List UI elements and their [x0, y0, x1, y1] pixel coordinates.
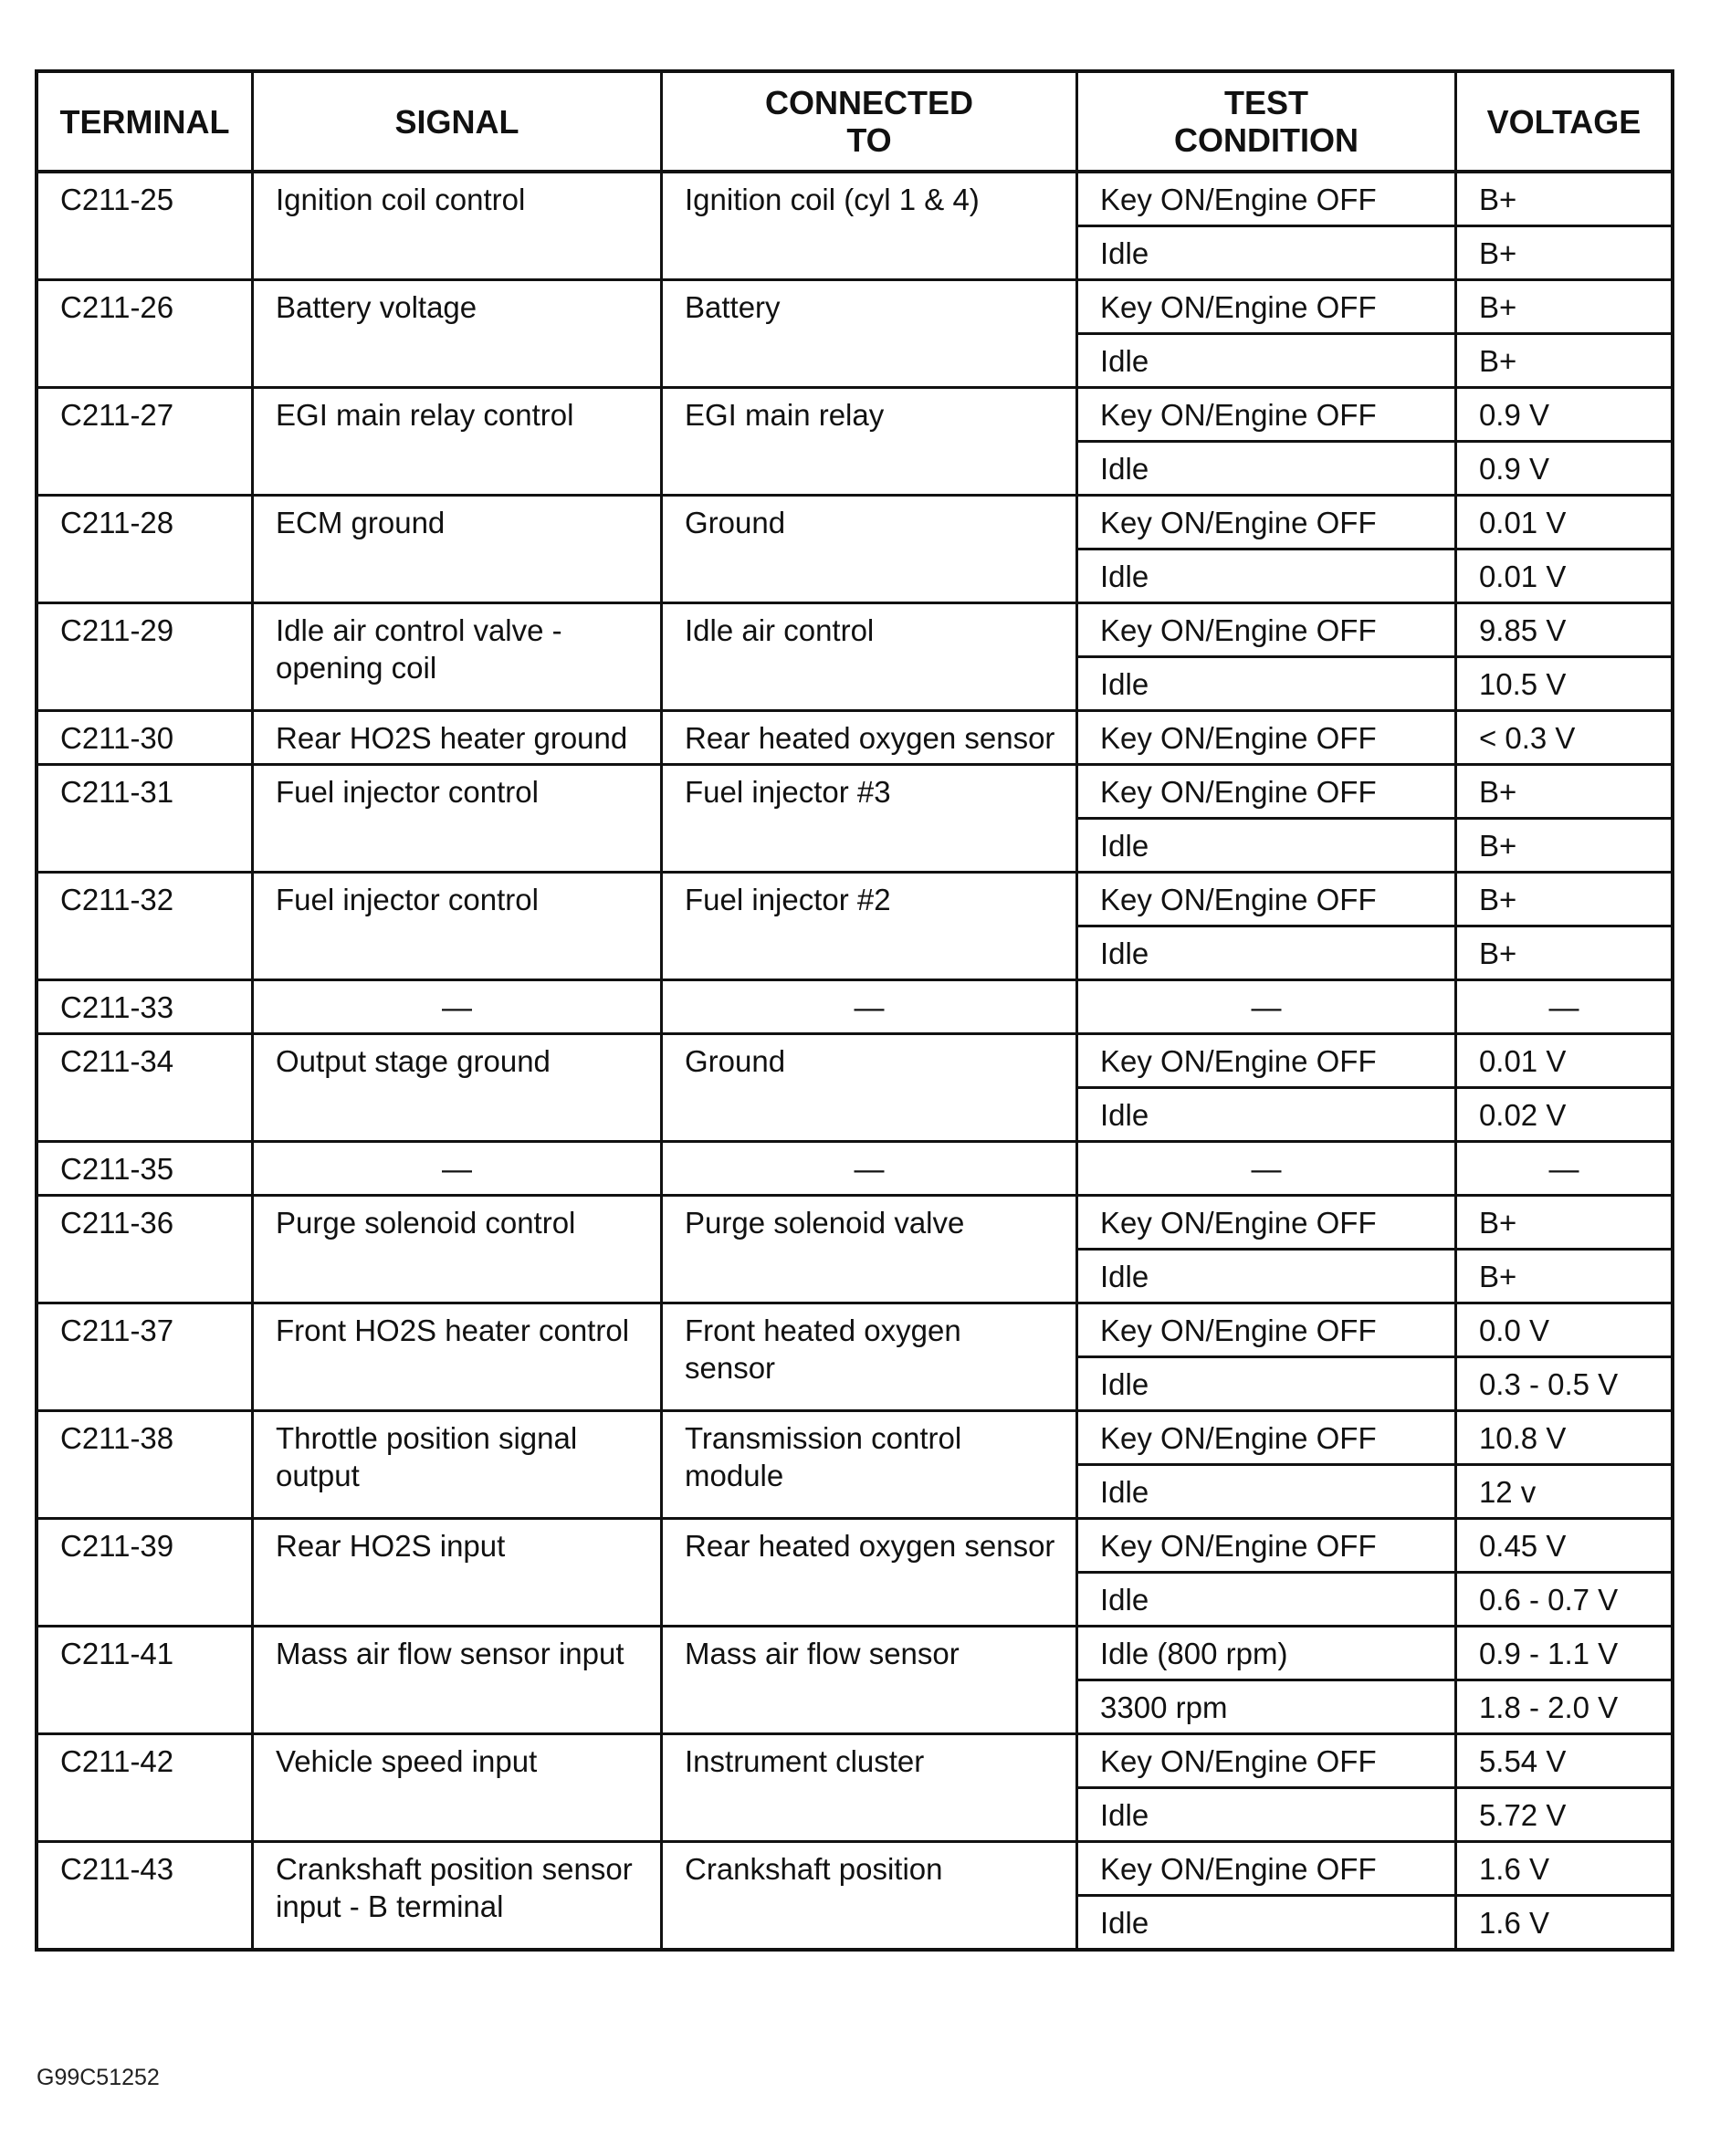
table-row	[37, 1303, 1673, 1357]
voltage-cell-text: 0.6 - 0.7 V	[1478, 1583, 1619, 1617]
voltage-cell-text: 0.3 - 0.5 V	[1478, 1367, 1619, 1401]
test-condition-cell-text: —	[1251, 1151, 1282, 1186]
test-condition-cell	[1077, 765, 1456, 819]
terminal-cell-text: C211-43	[60, 1852, 174, 1886]
test-condition-cell	[1077, 1034, 1456, 1088]
voltage-cell	[1455, 496, 1673, 549]
test-condition-cell-text: Key ON/Engine OFF	[1100, 1852, 1377, 1886]
terminal-cell-text: C211-29	[60, 613, 174, 647]
test-condition-cell	[1077, 1250, 1456, 1303]
table-row	[37, 1196, 1673, 1250]
signal-cell	[253, 496, 662, 603]
test-condition-cell	[1077, 1465, 1456, 1519]
voltage-cell	[1455, 873, 1673, 926]
voltage-cell-text: 10.5 V	[1478, 667, 1567, 701]
voltage-cell	[1455, 1196, 1673, 1250]
signal-cell-line: Mass air flow sensor input	[276, 1637, 624, 1670]
terminal-cell	[37, 980, 253, 1034]
signal-cell	[253, 1842, 662, 1951]
signal-cell	[253, 603, 662, 711]
test-condition-cell	[1077, 388, 1456, 442]
voltage-cell	[1455, 657, 1673, 711]
test-condition-cell-text: Key ON/Engine OFF	[1100, 1421, 1377, 1455]
connected-to-cell	[662, 765, 1077, 873]
test-condition-cell-text: Idle	[1100, 1906, 1149, 1940]
signal-cell	[253, 1519, 662, 1627]
test-condition-cell-text: Key ON/Engine OFF	[1100, 883, 1377, 916]
test-condition-cell	[1077, 226, 1456, 280]
voltage-cell	[1455, 1357, 1673, 1411]
signal-cell	[253, 1627, 662, 1734]
test-condition-cell-text: 3300 rpm	[1100, 1690, 1228, 1724]
test-condition-cell	[1077, 1142, 1456, 1196]
terminal-cell-text: C211-35	[60, 1152, 174, 1186]
connected-to-cell	[662, 496, 1077, 603]
test-condition-cell	[1077, 1411, 1456, 1465]
table-row	[37, 1411, 1673, 1465]
voltage-cell	[1455, 1303, 1673, 1357]
terminal-cell-text: C211-31	[60, 775, 174, 809]
terminal-cell	[37, 873, 253, 980]
connected-to-cell	[662, 280, 1077, 388]
voltage-cell-text: 0.01 V	[1478, 1044, 1567, 1078]
connected-to-cell	[662, 873, 1077, 980]
connected-to-cell	[662, 1519, 1077, 1627]
table-row	[37, 1142, 1673, 1196]
terminal-cell-text: C211-34	[60, 1044, 174, 1078]
test-condition-cell	[1077, 1303, 1456, 1357]
signal-cell	[253, 711, 662, 765]
terminal-cell	[37, 172, 253, 280]
connected-to-cell-line: Idle air control	[685, 613, 875, 647]
connected-to-cell-line: Crankshaft position	[685, 1852, 943, 1886]
signal-cell	[253, 1142, 662, 1196]
test-condition-cell	[1077, 549, 1456, 603]
test-condition-cell	[1077, 1357, 1456, 1411]
voltage-cell-text: 0.9 V	[1478, 452, 1549, 486]
voltage-cell-text: 9.85 V	[1478, 613, 1567, 647]
test-condition-cell	[1077, 603, 1456, 657]
connected-to-cell-line: sensor	[685, 1351, 776, 1385]
connected-to-cell	[662, 1842, 1077, 1951]
voltage-cell	[1455, 1896, 1673, 1951]
terminal-cell	[37, 765, 253, 873]
connected-to-cell-line: Transmission control	[685, 1421, 962, 1455]
terminal-cell-text: C211-39	[60, 1529, 174, 1563]
header-terminal: TERMINAL	[37, 71, 253, 172]
signal-cell	[253, 1034, 662, 1142]
signal-cell-line: Throttle position signal	[276, 1421, 578, 1455]
connected-to-cell-line: EGI main relay	[685, 398, 885, 432]
connected-to-cell	[662, 172, 1077, 280]
header-connected-to: CONNECTED TO	[662, 71, 1077, 172]
voltage-cell	[1455, 334, 1673, 388]
voltage-cell	[1455, 1465, 1673, 1519]
voltage-cell-text: —	[1548, 989, 1579, 1024]
connected-to-cell	[662, 388, 1077, 496]
voltage-cell-text: 1.6 V	[1478, 1906, 1549, 1940]
voltage-cell	[1455, 1411, 1673, 1465]
test-condition-cell-text: Key ON/Engine OFF	[1100, 775, 1377, 809]
figure-code: G99C51252	[37, 2065, 160, 2090]
voltage-cell-text: B+	[1478, 183, 1517, 216]
test-condition-cell-text: Idle	[1100, 937, 1149, 970]
terminal-cell-text: C211-25	[60, 183, 174, 216]
signal-cell-line: Output stage ground	[276, 1044, 551, 1078]
voltage-cell-text: 0.9 V	[1478, 398, 1549, 432]
signal-cell-line: —	[442, 1151, 472, 1186]
test-condition-cell-text: Key ON/Engine OFF	[1100, 290, 1377, 324]
table-row	[37, 1842, 1673, 1896]
terminal-cell	[37, 280, 253, 388]
test-condition-cell-text: Idle	[1100, 560, 1149, 593]
voltage-cell	[1455, 388, 1673, 442]
voltage-cell-text: B+	[1478, 937, 1517, 970]
header-test-condition: TEST CONDITION	[1077, 71, 1456, 172]
test-condition-cell-text: Idle	[1100, 1098, 1149, 1132]
terminal-cell	[37, 496, 253, 603]
test-condition-cell	[1077, 926, 1456, 980]
voltage-cell-text: —	[1548, 1151, 1579, 1186]
terminal-cell	[37, 1519, 253, 1627]
voltage-cell-text: 0.02 V	[1478, 1098, 1567, 1132]
terminal-cell-text: C211-28	[60, 506, 174, 539]
voltage-cell-text: 5.54 V	[1478, 1744, 1567, 1778]
test-condition-cell-text: Key ON/Engine OFF	[1100, 613, 1377, 647]
terminal-cell-text: C211-41	[60, 1637, 174, 1670]
voltage-cell-text: B+	[1478, 236, 1517, 270]
signal-cell	[253, 1303, 662, 1411]
voltage-cell-text: 12 v	[1478, 1475, 1537, 1509]
test-condition-cell	[1077, 1680, 1456, 1734]
connected-to-cell	[662, 1627, 1077, 1734]
test-condition-cell-text: Key ON/Engine OFF	[1100, 1744, 1377, 1778]
test-condition-cell-text: Key ON/Engine OFF	[1100, 1206, 1377, 1240]
connected-to-cell	[662, 1196, 1077, 1303]
voltage-cell	[1455, 1842, 1673, 1896]
connected-to-cell	[662, 1303, 1077, 1411]
terminal-cell-text: C211-33	[60, 990, 174, 1024]
voltage-cell-text: 0.01 V	[1478, 560, 1567, 593]
test-condition-cell	[1077, 1627, 1456, 1680]
test-condition-cell-text: Key ON/Engine OFF	[1100, 721, 1377, 755]
voltage-cell	[1455, 1680, 1673, 1734]
signal-cell-line: Front HO2S heater control	[276, 1313, 630, 1347]
signal-cell-line: Ignition coil control	[276, 183, 526, 216]
voltage-cell-text: 0.9 - 1.1 V	[1478, 1637, 1619, 1670]
table-row	[37, 1627, 1673, 1680]
test-condition-cell	[1077, 980, 1456, 1034]
voltage-cell	[1455, 1734, 1673, 1788]
voltage-cell	[1455, 1142, 1673, 1196]
test-condition-cell-text: —	[1251, 989, 1282, 1024]
table-row	[37, 873, 1673, 926]
table-body	[37, 172, 1673, 1950]
table-header-row	[37, 71, 1673, 172]
terminal-voltage-table	[35, 69, 1674, 1952]
connected-to-cell-line: —	[854, 1151, 885, 1186]
terminal-cell-text: C211-27	[60, 398, 174, 432]
terminal-cell	[37, 1627, 253, 1734]
connected-to-cell	[662, 603, 1077, 711]
test-condition-cell-text: Idle	[1100, 1475, 1149, 1509]
signal-cell	[253, 765, 662, 873]
test-condition-cell-text: Key ON/Engine OFF	[1100, 1313, 1377, 1347]
connected-to-cell-line: Battery	[685, 290, 781, 324]
signal-cell-line: Fuel injector control	[276, 883, 539, 916]
connected-to-cell-line: —	[854, 989, 885, 1024]
voltage-cell	[1455, 711, 1673, 765]
test-condition-cell-text: Idle	[1100, 1583, 1149, 1617]
voltage-cell-text: 0.01 V	[1478, 506, 1567, 539]
connected-to-cell-line: Fuel injector #3	[685, 775, 891, 809]
table-row	[37, 388, 1673, 442]
terminal-cell-text: C211-32	[60, 883, 174, 916]
table-row	[37, 172, 1673, 226]
voltage-cell	[1455, 1034, 1673, 1088]
test-condition-cell	[1077, 657, 1456, 711]
test-condition-cell-text: Idle	[1100, 236, 1149, 270]
connected-to-cell-line: Fuel injector #2	[685, 883, 891, 916]
signal-cell	[253, 980, 662, 1034]
voltage-cell	[1455, 603, 1673, 657]
voltage-cell-text: B+	[1478, 1206, 1517, 1240]
terminal-cell	[37, 1142, 253, 1196]
test-condition-cell-text: Idle	[1100, 667, 1149, 701]
voltage-cell	[1455, 1519, 1673, 1573]
header-signal: SIGNAL	[253, 71, 662, 172]
connected-to-cell	[662, 1734, 1077, 1842]
signal-cell-line: Vehicle speed input	[276, 1744, 538, 1778]
voltage-cell-text: 1.8 - 2.0 V	[1478, 1690, 1619, 1724]
voltage-cell-text: 1.6 V	[1478, 1852, 1549, 1886]
test-condition-cell-text: Key ON/Engine OFF	[1100, 1044, 1377, 1078]
signal-cell-line: input - B terminal	[276, 1889, 504, 1923]
table-row	[37, 496, 1673, 549]
voltage-cell-text: B+	[1478, 883, 1517, 916]
test-condition-cell	[1077, 711, 1456, 765]
voltage-cell	[1455, 980, 1673, 1034]
voltage-cell-text: 5.72 V	[1478, 1798, 1567, 1832]
connected-to-cell-line: Purge solenoid valve	[685, 1206, 965, 1240]
signal-cell	[253, 388, 662, 496]
voltage-cell-text: B+	[1478, 775, 1517, 809]
signal-cell-line: output	[276, 1459, 360, 1492]
connected-to-cell-line: Instrument cluster	[685, 1744, 925, 1778]
signal-cell-line: Rear HO2S heater ground	[276, 721, 628, 755]
signal-cell	[253, 280, 662, 388]
voltage-cell-text: B+	[1478, 829, 1517, 863]
voltage-cell-text: 0.0 V	[1478, 1313, 1549, 1347]
connected-to-cell-line: Ground	[685, 506, 786, 539]
voltage-cell-text: < 0.3 V	[1478, 721, 1576, 755]
test-condition-cell	[1077, 442, 1456, 496]
signal-cell	[253, 1411, 662, 1519]
test-condition-cell	[1077, 1088, 1456, 1142]
signal-cell-line: Rear HO2S input	[276, 1529, 506, 1563]
test-condition-cell-text: Key ON/Engine OFF	[1100, 183, 1377, 216]
signal-cell-line: Idle air control valve -	[276, 613, 562, 647]
test-condition-cell	[1077, 172, 1456, 226]
signal-cell-line: Purge solenoid control	[276, 1206, 576, 1240]
terminal-cell-text: C211-37	[60, 1313, 174, 1347]
test-condition-cell-text: Idle	[1100, 829, 1149, 863]
voltage-cell	[1455, 280, 1673, 334]
voltage-cell	[1455, 172, 1673, 226]
terminal-cell	[37, 1034, 253, 1142]
signal-cell-line: EGI main relay control	[276, 398, 574, 432]
terminal-cell	[37, 1303, 253, 1411]
test-condition-cell	[1077, 1196, 1456, 1250]
terminal-cell	[37, 711, 253, 765]
connected-to-cell-line: Mass air flow sensor	[685, 1637, 960, 1670]
table-row	[37, 603, 1673, 657]
connected-to-cell-line: module	[685, 1459, 784, 1492]
voltage-cell-text: 10.8 V	[1478, 1421, 1567, 1455]
signal-cell-line: opening coil	[276, 651, 437, 685]
table-row	[37, 765, 1673, 819]
signal-cell	[253, 1734, 662, 1842]
voltage-cell	[1455, 1250, 1673, 1303]
terminal-cell-text: C211-36	[60, 1206, 174, 1240]
voltage-cell	[1455, 226, 1673, 280]
test-condition-cell-text: Idle (800 rpm)	[1100, 1637, 1288, 1670]
terminal-cell	[37, 1411, 253, 1519]
table-row	[37, 280, 1673, 334]
voltage-cell-text: B+	[1478, 290, 1517, 324]
test-condition-cell	[1077, 1896, 1456, 1951]
connected-to-cell	[662, 1411, 1077, 1519]
signal-cell	[253, 873, 662, 980]
voltage-cell	[1455, 1788, 1673, 1842]
test-condition-cell	[1077, 819, 1456, 873]
signal-cell-line: Battery voltage	[276, 290, 477, 324]
test-condition-cell-text: Key ON/Engine OFF	[1100, 1529, 1377, 1563]
terminal-cell	[37, 1734, 253, 1842]
connected-to-cell	[662, 980, 1077, 1034]
voltage-cell	[1455, 765, 1673, 819]
test-condition-cell	[1077, 1734, 1456, 1788]
voltage-cell	[1455, 1088, 1673, 1142]
voltage-cell-text: 0.45 V	[1478, 1529, 1567, 1563]
voltage-cell	[1455, 442, 1673, 496]
test-condition-cell	[1077, 496, 1456, 549]
connected-to-cell-line: Rear heated oxygen sensor	[685, 721, 1055, 755]
test-condition-cell-text: Idle	[1100, 344, 1149, 378]
test-condition-cell	[1077, 280, 1456, 334]
terminal-cell	[37, 1842, 253, 1951]
connected-to-cell-line: Front heated oxygen	[685, 1313, 961, 1347]
test-condition-cell	[1077, 1842, 1456, 1896]
terminal-cell	[37, 1196, 253, 1303]
signal-cell-line: ECM ground	[276, 506, 446, 539]
test-condition-cell-text: Idle	[1100, 1798, 1149, 1832]
terminal-cell-text: C211-38	[60, 1421, 174, 1455]
connected-to-cell-line: Ground	[685, 1044, 786, 1078]
header-voltage: VOLTAGE	[1455, 71, 1673, 172]
test-condition-cell-text: Idle	[1100, 1367, 1149, 1401]
test-condition-cell	[1077, 1573, 1456, 1627]
voltage-cell	[1455, 819, 1673, 873]
terminal-cell-text: C211-42	[60, 1744, 174, 1778]
terminal-cell-text: C211-26	[60, 290, 174, 324]
terminal-cell	[37, 603, 253, 711]
table-row	[37, 1519, 1673, 1573]
voltage-cell	[1455, 926, 1673, 980]
test-condition-cell-text: Idle	[1100, 1260, 1149, 1293]
voltage-cell	[1455, 1573, 1673, 1627]
test-condition-cell	[1077, 873, 1456, 926]
test-condition-cell-text: Key ON/Engine OFF	[1100, 398, 1377, 432]
connected-to-cell	[662, 1034, 1077, 1142]
test-condition-cell-text: Idle	[1100, 452, 1149, 486]
test-condition-cell	[1077, 334, 1456, 388]
signal-cell-line: —	[442, 989, 472, 1024]
connected-to-cell-line: Rear heated oxygen sensor	[685, 1529, 1055, 1563]
terminal-cell	[37, 388, 253, 496]
connected-to-cell	[662, 1142, 1077, 1196]
test-condition-cell	[1077, 1788, 1456, 1842]
signal-cell-line: Crankshaft position sensor	[276, 1852, 633, 1886]
table-row	[37, 1034, 1673, 1088]
connected-to-cell	[662, 711, 1077, 765]
table-row	[37, 980, 1673, 1034]
voltage-cell	[1455, 1627, 1673, 1680]
voltage-cell-text: B+	[1478, 1260, 1517, 1293]
table-row	[37, 1734, 1673, 1788]
signal-cell	[253, 172, 662, 280]
signal-cell	[253, 1196, 662, 1303]
signal-cell-line: Fuel injector control	[276, 775, 539, 809]
test-condition-cell-text: Key ON/Engine OFF	[1100, 506, 1377, 539]
table-row	[37, 711, 1673, 765]
voltage-cell	[1455, 549, 1673, 603]
voltage-cell-text: B+	[1478, 344, 1517, 378]
test-condition-cell	[1077, 1519, 1456, 1573]
terminal-cell-text: C211-30	[60, 721, 174, 755]
connected-to-cell-line: Ignition coil (cyl 1 & 4)	[685, 183, 980, 216]
